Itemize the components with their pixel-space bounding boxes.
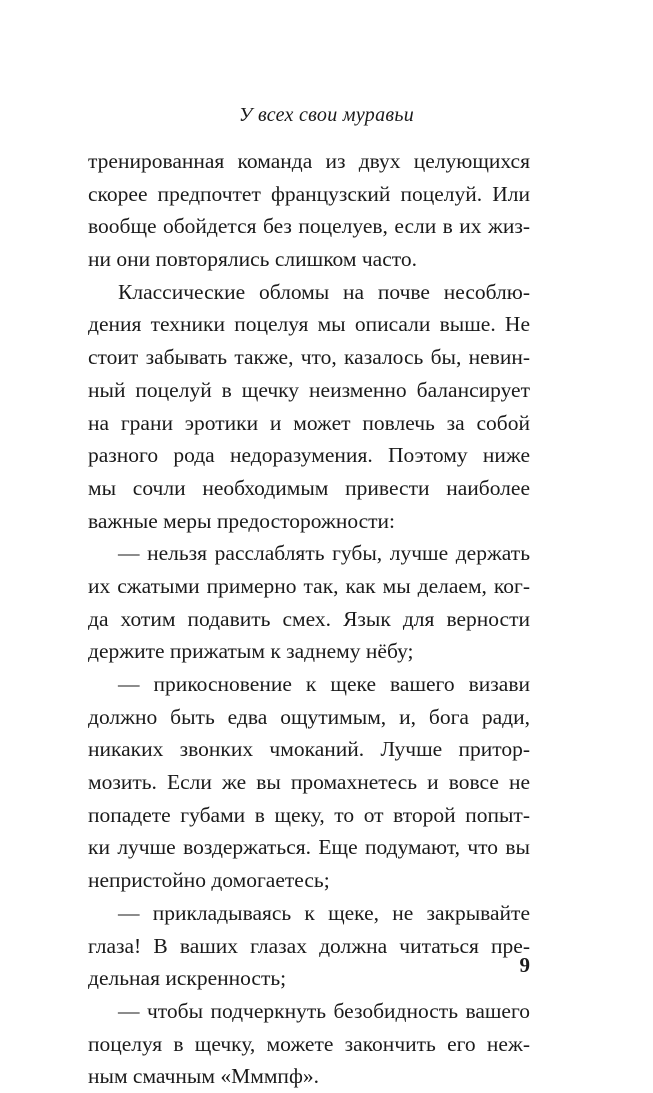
text-line: непристойно домогаетесь; [88, 868, 330, 893]
text-line: вообще обойдется без поцелуев, если в их жиз- [88, 214, 530, 239]
text-line: ни они повторялись слишком часто. [88, 247, 417, 272]
text-line: попадете губами в щеку, то от второй попыт- [88, 802, 530, 827]
text-line: мы сочли необходимым привести наиболее [88, 475, 530, 500]
text-line: важные меры предосторожности: [88, 508, 396, 533]
text-line: никаких звонких чмоканий. Лучше притор- [88, 737, 530, 762]
text-line: ный поцелуй в щечку неизменно балансирует [88, 377, 530, 402]
text-line: скорее предпочтет французский поцелуй. Или [88, 181, 530, 206]
text-line: — нельзя расслаблять губы, лучше держать [118, 541, 530, 566]
text-line: глаза! В ваших глазах должна читаться пре- [88, 933, 530, 958]
text-line: мозить. Если же вы промахнетесь и вовсе не [88, 770, 530, 795]
text-line: — прикладываясь к щеке, не закрывайте [118, 900, 530, 925]
text-line: тренированная команда из двух целующихся [88, 149, 530, 173]
text-line: держите прижатым к заднему нёбу; [88, 639, 414, 664]
text-line: ным смачным «Мммпф». [88, 1064, 319, 1089]
running-header: У всех свои муравьи [238, 104, 415, 126]
text-line: да хотим подавить смех. Язык для верности [88, 606, 530, 631]
text-line: их сжатыми примерно так, как мы делаем, ког- [88, 573, 530, 598]
text-line: дения техники поцелуя мы описали выше. Не [88, 312, 530, 337]
text-line: поцелуя в щечку, можете закончить его неж- [88, 1031, 530, 1056]
text-line: — чтобы подчеркнуть безобидность вашего [118, 998, 530, 1023]
text-line: должно быть едва ощутимым, и, бога ради, [88, 704, 530, 729]
text-line: Классические обломы на почве несоблю- [118, 279, 530, 304]
text-line: на грани эротики и может повлечь за собой [88, 410, 530, 435]
text-line: ки лучше воздержаться. Еще подумают, что вы [88, 835, 530, 860]
text-line: дельная искренность; [88, 966, 287, 991]
text-line: стоит забывать также, что, казалось бы, невин- [88, 345, 530, 370]
text-line: разного рода недоразумения. Поэтому ниже [88, 443, 530, 468]
text-line: — прикосновение к щеке вашего визави [118, 672, 530, 696]
page-number: 9 [519, 953, 530, 977]
